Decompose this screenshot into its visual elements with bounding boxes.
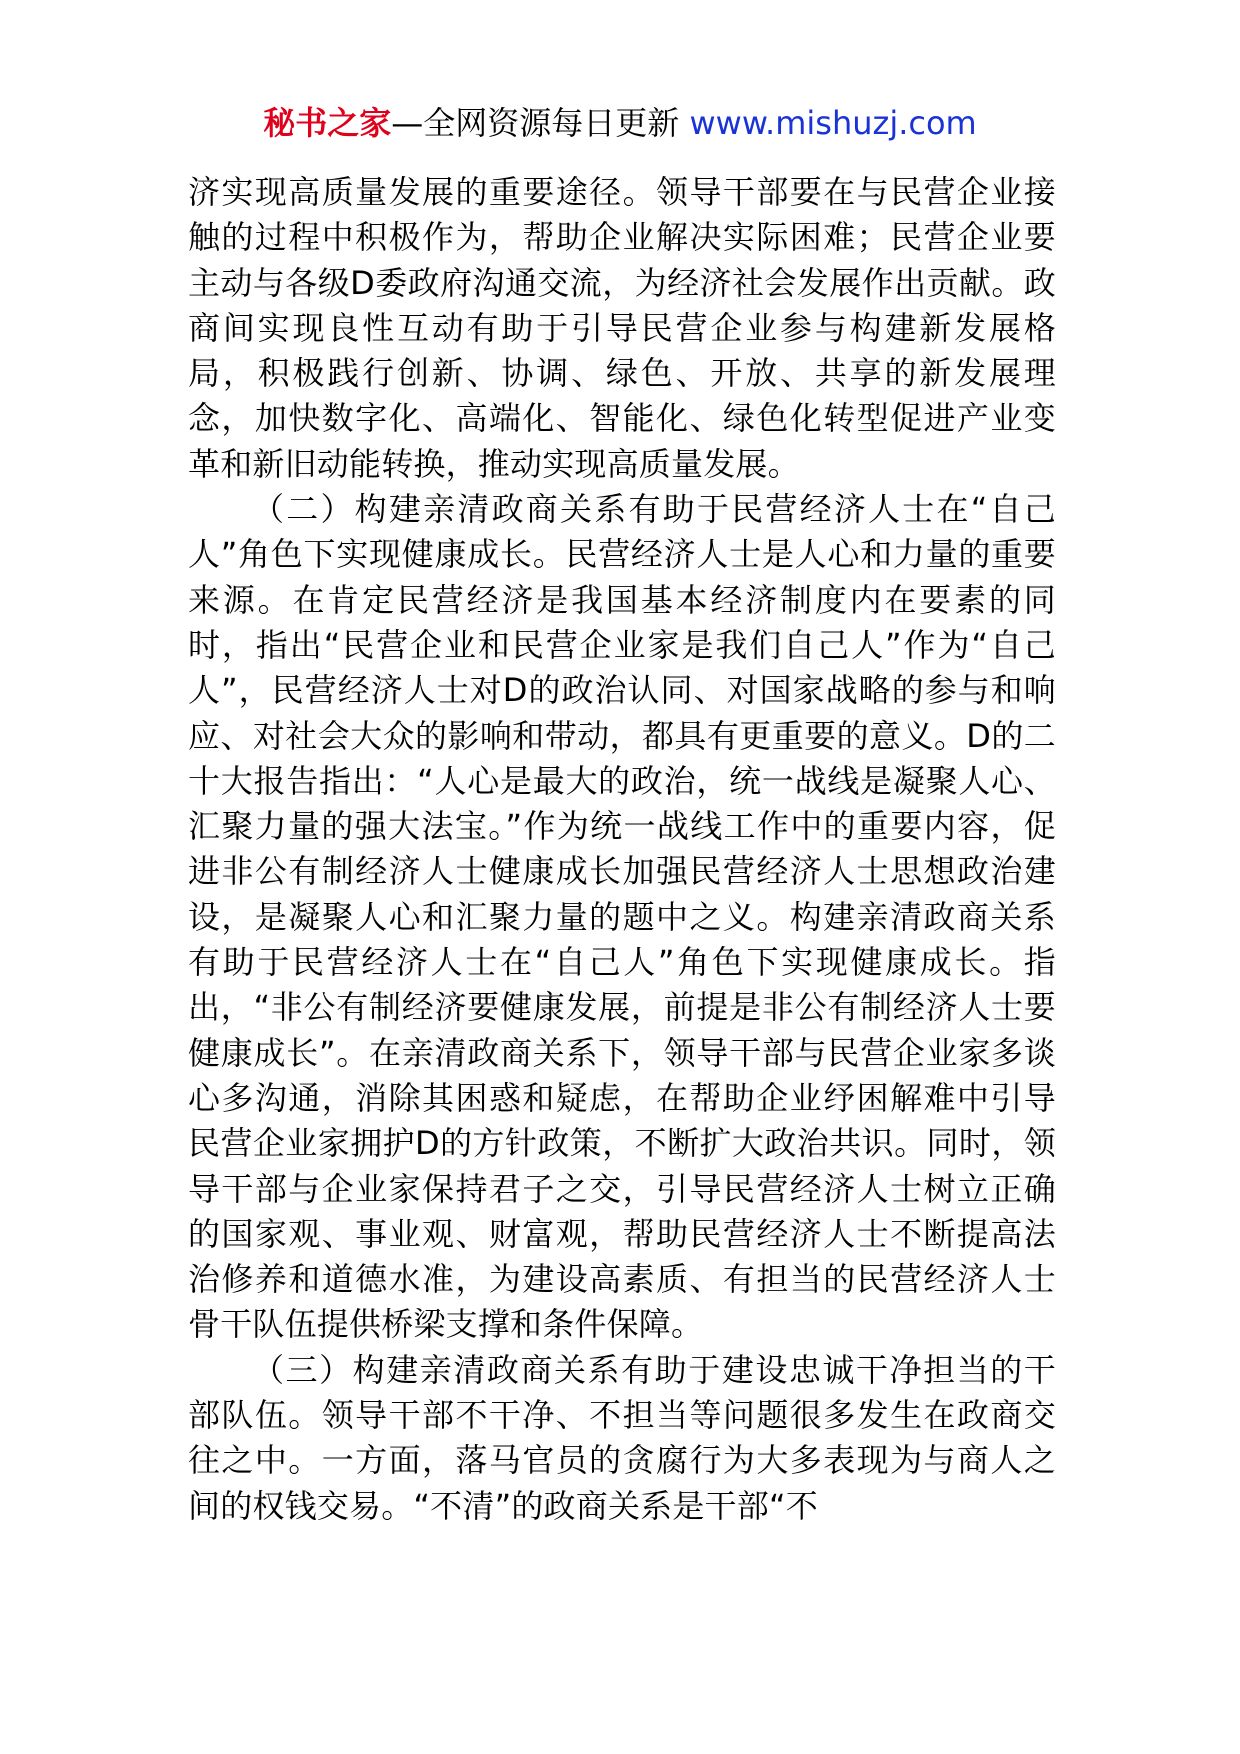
paragraph-section-three: （三）构建亲清政商关系有助于建设忠诚干净担当的干部队伍。领导干部不干净、不担当等问题很多发生在政商交往之中。一方面，落马官员的贪腐行为大多表现为与商人之间的权钱交易。“不清”的政商关系是干部“不 — [188, 1350, 1056, 1525]
site-slogan: —全网资源每日更新 — [391, 104, 690, 142]
site-header — [0, 99, 1240, 147]
paragraph-continued: 济实现高质量发展的重要途径。领导干部要在与民营企业接触的过程中积极作为，帮助企业解决实际困难；民营企业要主动与各级D委政府沟通交流，为经济社会发展作出贡献。政商间实现良性互动有助于引导民营企业参与构建新发展格局，积极践行创新、协调、绿色、开放、共享的新发展理念，加快数字化、高端化、智能化、绿色化转型促进产业变革和新旧动能转换，推动实现高质量发展。 — [188, 173, 1056, 483]
site-brand: 秘书之家 — [263, 104, 392, 142]
paragraph-section-two: （二）构建亲清政商关系有助于民营经济人士在“自己人”角色下实现健康成长。民营经济人士是人心和力量的重要来源。在肯定民营经济是我国基本经济制度内在要素的同时，指出“民营企业和民营企业家是我们自己人”作为“自己人”，民营经济人士对D的政治认同、对国家战略的参与和响应、对社会大众的影响和带动，都具有更重要的意义。D的二十大报告指出：“人心是最大的政治，统一战线是凝聚人心、汇聚力量的强大法宝。”作为统一战线工作中的重要内容，促进非公有制经济人士健康成长加强民营经济人士思想政治建设，是凝聚人心和汇聚力量的题中之义。构建亲清政商关系有助于民营经济人士在“自己人”角色下实现健康成长。指出，“非公有制经济要健康发展，前提是非公有制经济人士要健康成长”。在亲清政商关系下，领导干部与民营企业家多谈心多沟通，消除其困惑和疑虑，在帮助企业纾困解难中引导民营企业家拥护D的方针政策，不断扩大政治共识。同时，领导干部与企业家保持君子之交，引导民营经济人士树立正确的国家观、事业观、财富观，帮助民营经济人士不断提高法治修养和道德水准，为建设高素质、有担当的民营经济人士骨干队伍提供桥梁支撑和条件保障。 — [188, 490, 1056, 1344]
site-url-link[interactable]: www.mishuzj.com — [689, 104, 977, 142]
document-body — [188, 170, 1056, 1529]
